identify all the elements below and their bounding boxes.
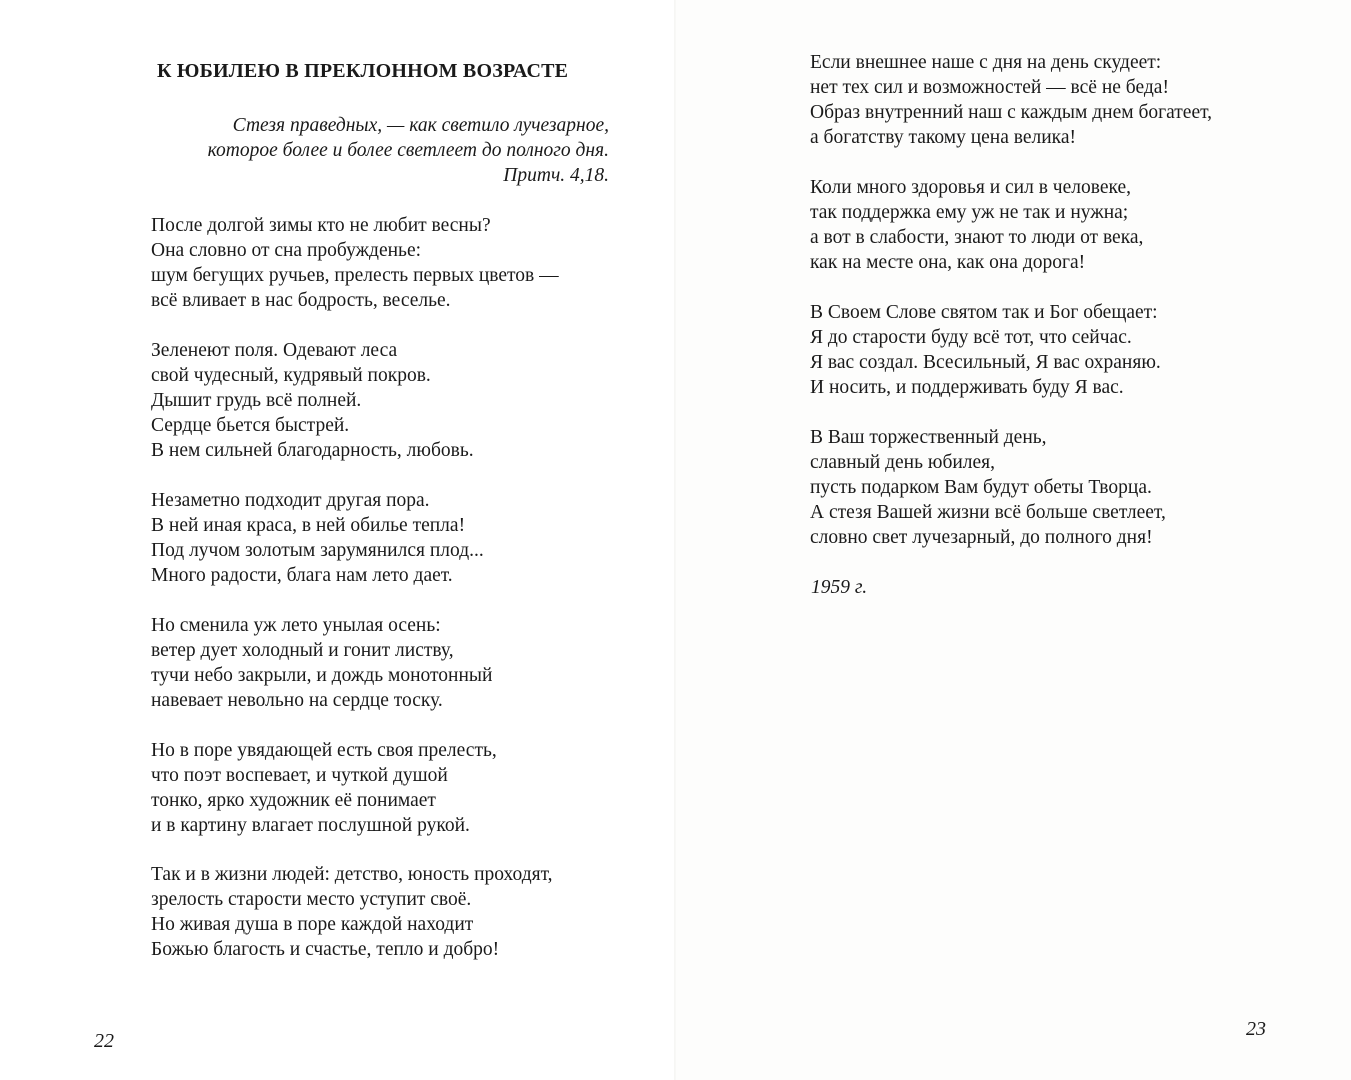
verse-line: словно свет лучезарный, до полного дня! [810,527,1153,548]
page-number: 23 [1246,1018,1266,1040]
verse-line: а богатству такому цена велика! [810,127,1076,148]
verse-line: Я вас создал. Всесильный, Я вас охраняю. [810,352,1161,373]
epigraph-reference: Притч. 4,18. [503,165,609,186]
verse-line: тучи небо закрыли, и дождь монотонный [151,665,493,686]
verse-line: пусть подарком Вам будут обеты Творца. [810,477,1152,498]
stanza [151,338,474,463]
verse-line: шум бегущих ручьев, прелесть первых цветов — [151,265,559,286]
verse-line: Божью благость и счастье, тепло и добро! [151,939,500,960]
verse-line: Но в поре увядающей есть своя прелесть, [151,740,497,761]
epigraph [129,113,609,188]
verse-line: После долгой зимы кто не любит весны? [151,215,491,236]
verse-line: Много радости, блага нам лето дает. [151,565,453,586]
page-number: 22 [94,1030,114,1052]
stanza [151,862,553,962]
verse-line: а вот в слабости, знают то люди от века, [810,227,1144,248]
stanza [810,300,1161,400]
verse-line: что поэт воспевает, и чуткой душой [151,765,448,786]
stanza [151,613,492,713]
right-page [676,0,1351,1080]
poem-title: К ЮБИЛЕЮ В ПРЕКЛОННОМ ВОЗРАСТЕ [157,60,569,82]
verse-line: зрелость старости место уступит своё. [151,889,472,910]
verse-line: Коли много здоровья и сил в человеке, [810,177,1131,198]
verse-line: славный день юбилея, [810,452,996,473]
verse-line: и в картину влагает послушной рукой. [151,815,470,836]
stanza [151,738,497,838]
verse-line: А стезя Вашей жизни всё больше светлеет, [810,502,1166,523]
verse-line: ветер дует холодный и гонит листву, [151,640,454,661]
verse-line: тонко, ярко художник её понимает [151,790,436,811]
verse-line: В Ваш торжественный день, [810,427,1047,448]
verse-line: Если внешнее наше с дня на день скудеет: [810,52,1162,73]
stanza [810,175,1143,275]
verse-line: так поддержка ему уж не так и нужна; [810,202,1129,223]
verse-line: И носить, и поддерживать буду Я вас. [810,377,1124,398]
verse-line: Под лучом золотым зарумянился плод... [151,540,484,561]
verse-line: Но живая душа в поре каждой находит [151,914,474,935]
verse-line: Она словно от сна пробужденье: [151,240,422,261]
verse-line: всё вливает в нас бодрость, веселье. [151,290,451,311]
verse-line: В Своем Слове святом так и Бог обещает: [810,302,1158,323]
verse-line: Образ внутренний наш с каждым днем богатеет, [810,102,1213,123]
verse-line: Я до старости буду всё тот, что сейчас. [810,327,1132,348]
verse-line: Зеленеют поля. Одевают леса [151,340,398,361]
epigraph-line: которое более и более светлеет до полного дня. [207,140,609,161]
stanza [151,488,484,588]
verse-line: как на месте она, как она дорога! [810,252,1086,273]
epigraph-line: Стезя праведных, — как светило лучезарное, [232,115,609,136]
verse-line: свой чудесный, кудрявый покров. [151,365,431,386]
stanza [810,425,1166,550]
verse-line: нет тех сил и возможностей — всё не беда! [810,77,1169,98]
poem-date: 1959 г. [811,577,868,598]
stanza [810,50,1212,150]
verse-line: Так и в жизни людей: детство, юность проходят, [151,864,553,885]
verse-line: Незаметно подходит другая пора. [151,490,430,511]
verse-line: Но сменила уж лето унылая осень: [151,615,441,636]
verse-line: В нем сильней благодарность, любовь. [151,440,474,461]
verse-line: Сердце бьется быстрей. [151,415,350,436]
stanza [151,213,559,313]
verse-line: Дышит грудь всё полней. [151,390,362,411]
verse-line: навевает невольно на сердце тоску. [151,690,443,711]
verse-line: В ней иная краса, в ней обилье тепла! [151,515,466,536]
